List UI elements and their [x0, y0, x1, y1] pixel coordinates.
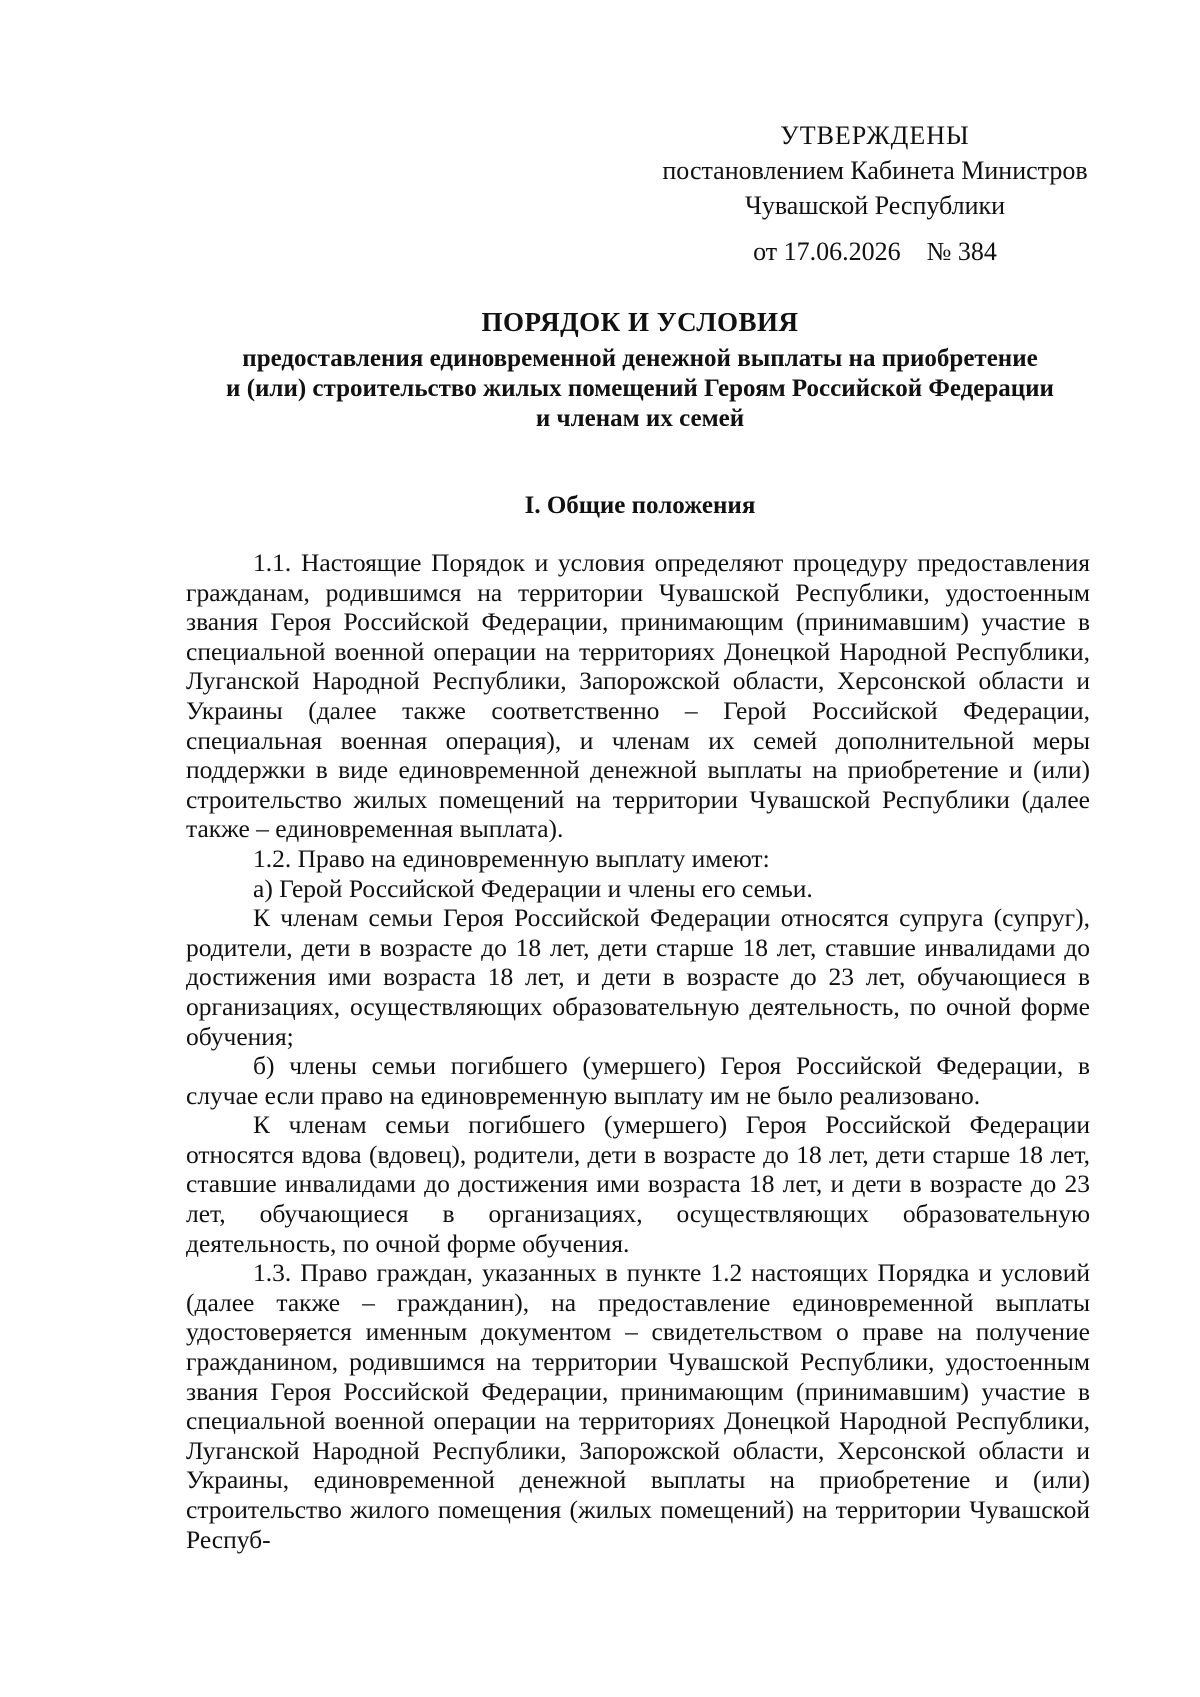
approval-number: № 384: [926, 237, 997, 266]
paragraph-1-1: 1.1. Настоящие Порядок и условия определяют процедуру предоставления гражданам, родившимся на территории Чувашской Республики, удостоенным звания Героя Российской Федерации, принимающим (принимавшим) участие в специальной военной операции на территориях Донецкой Народной Республики, Луганской Народной Республики, Запорожской области, Херсонской области и Украины (далее также соответственно – Герой Российской Федерации, специальная военная операция), и членам их семей дополнительной меры поддержки в виде единовременной денежной выплаты на приобретение и (или) строительство жилых помещений на территории Чувашской Республики (далее также – единовременная выплата).: [186, 548, 1090, 844]
approval-line-2: Чувашской Республики: [744, 191, 1006, 220]
document-title-block: [150, 306, 1130, 434]
paragraph-1-2: 1.2. Право на единовременную выплату имеют:: [253, 843, 770, 873]
document-subtitle: [150, 344, 1130, 434]
paragraph-1-2-a: а) Герой Российской Федерации и члены его семьи.: [253, 873, 813, 903]
approval-block: [640, 118, 1110, 269]
document-subtitle-line-3: и членам их семей: [535, 405, 745, 432]
approval-date: от 17.06.2026: [753, 237, 901, 266]
approval-stamp: УТВЕРЖДЕНЫ: [780, 121, 970, 150]
approval-date-line: [640, 234, 1110, 269]
paragraph-1-3: 1.3. Право граждан, указанных в пункте 1.2 настоящих Порядка и условий (далее также – гражданин), на предоставление единовременной выплаты удостоверяется именным документом – свидетельством о праве на получение гражданином, родившимся на территории Чувашской Республики, удостоенным звания Героя Российской Федерации, принимающим (принимавшим) участие в специальной военной операции на территориях Донецкой Народной Республики, Луганской Народной Республики, Запорожской области, Херсонской области и Украины, единовременной денежной выплаты на приобретение и (или) строительство жилого помещения (жилых помещений) на территории Чувашской Респуб-: [186, 1258, 1090, 1554]
paragraph-deceased-family-members: К членам семьи погибшего (умершего) Героя Российской Федерации относятся вдова (вдовец), родители, дети в возрасте до 18 лет, дети старше 18 лет, ставшие инвалидами до достижения ими возраста 18 лет, и дети в возрасте до 23 лет, обучающиеся в организациях, осуществляющих образовательную деятельность, по очной форме обучения.: [186, 1110, 1090, 1258]
document-body: [186, 548, 1090, 1554]
section-heading: I. Общие положения: [524, 492, 756, 519]
approval-line-1: постановлением Кабинета Министров: [662, 156, 1088, 185]
document-title: ПОРЯДОК И УСЛОВИЯ: [481, 307, 799, 337]
paragraph-family-members: К членам семьи Героя Российской Федерации относятся супруга (супруг), родители, дети в возрасте до 18 лет, дети старше 18 лет, ставшие инвалидами до достижения ими возраста 18 лет, и дети в возрасте до 23 лет, обучающиеся в организациях, осуществляющих образовательную деятельность, по очной форме обучения;: [186, 903, 1090, 1051]
paragraph-1-2-b: б) члены семьи погибшего (умершего) Героя Российской Федерации, в случае если право на единовременную выплату им не было реализовано.: [186, 1051, 1090, 1110]
document-subtitle-line-2: и (или) строительство жилых помещений Героям Российской Федерации: [226, 375, 1054, 402]
document-subtitle-line-1: предоставления единовременной денежной выплаты на приобретение: [242, 345, 1038, 372]
